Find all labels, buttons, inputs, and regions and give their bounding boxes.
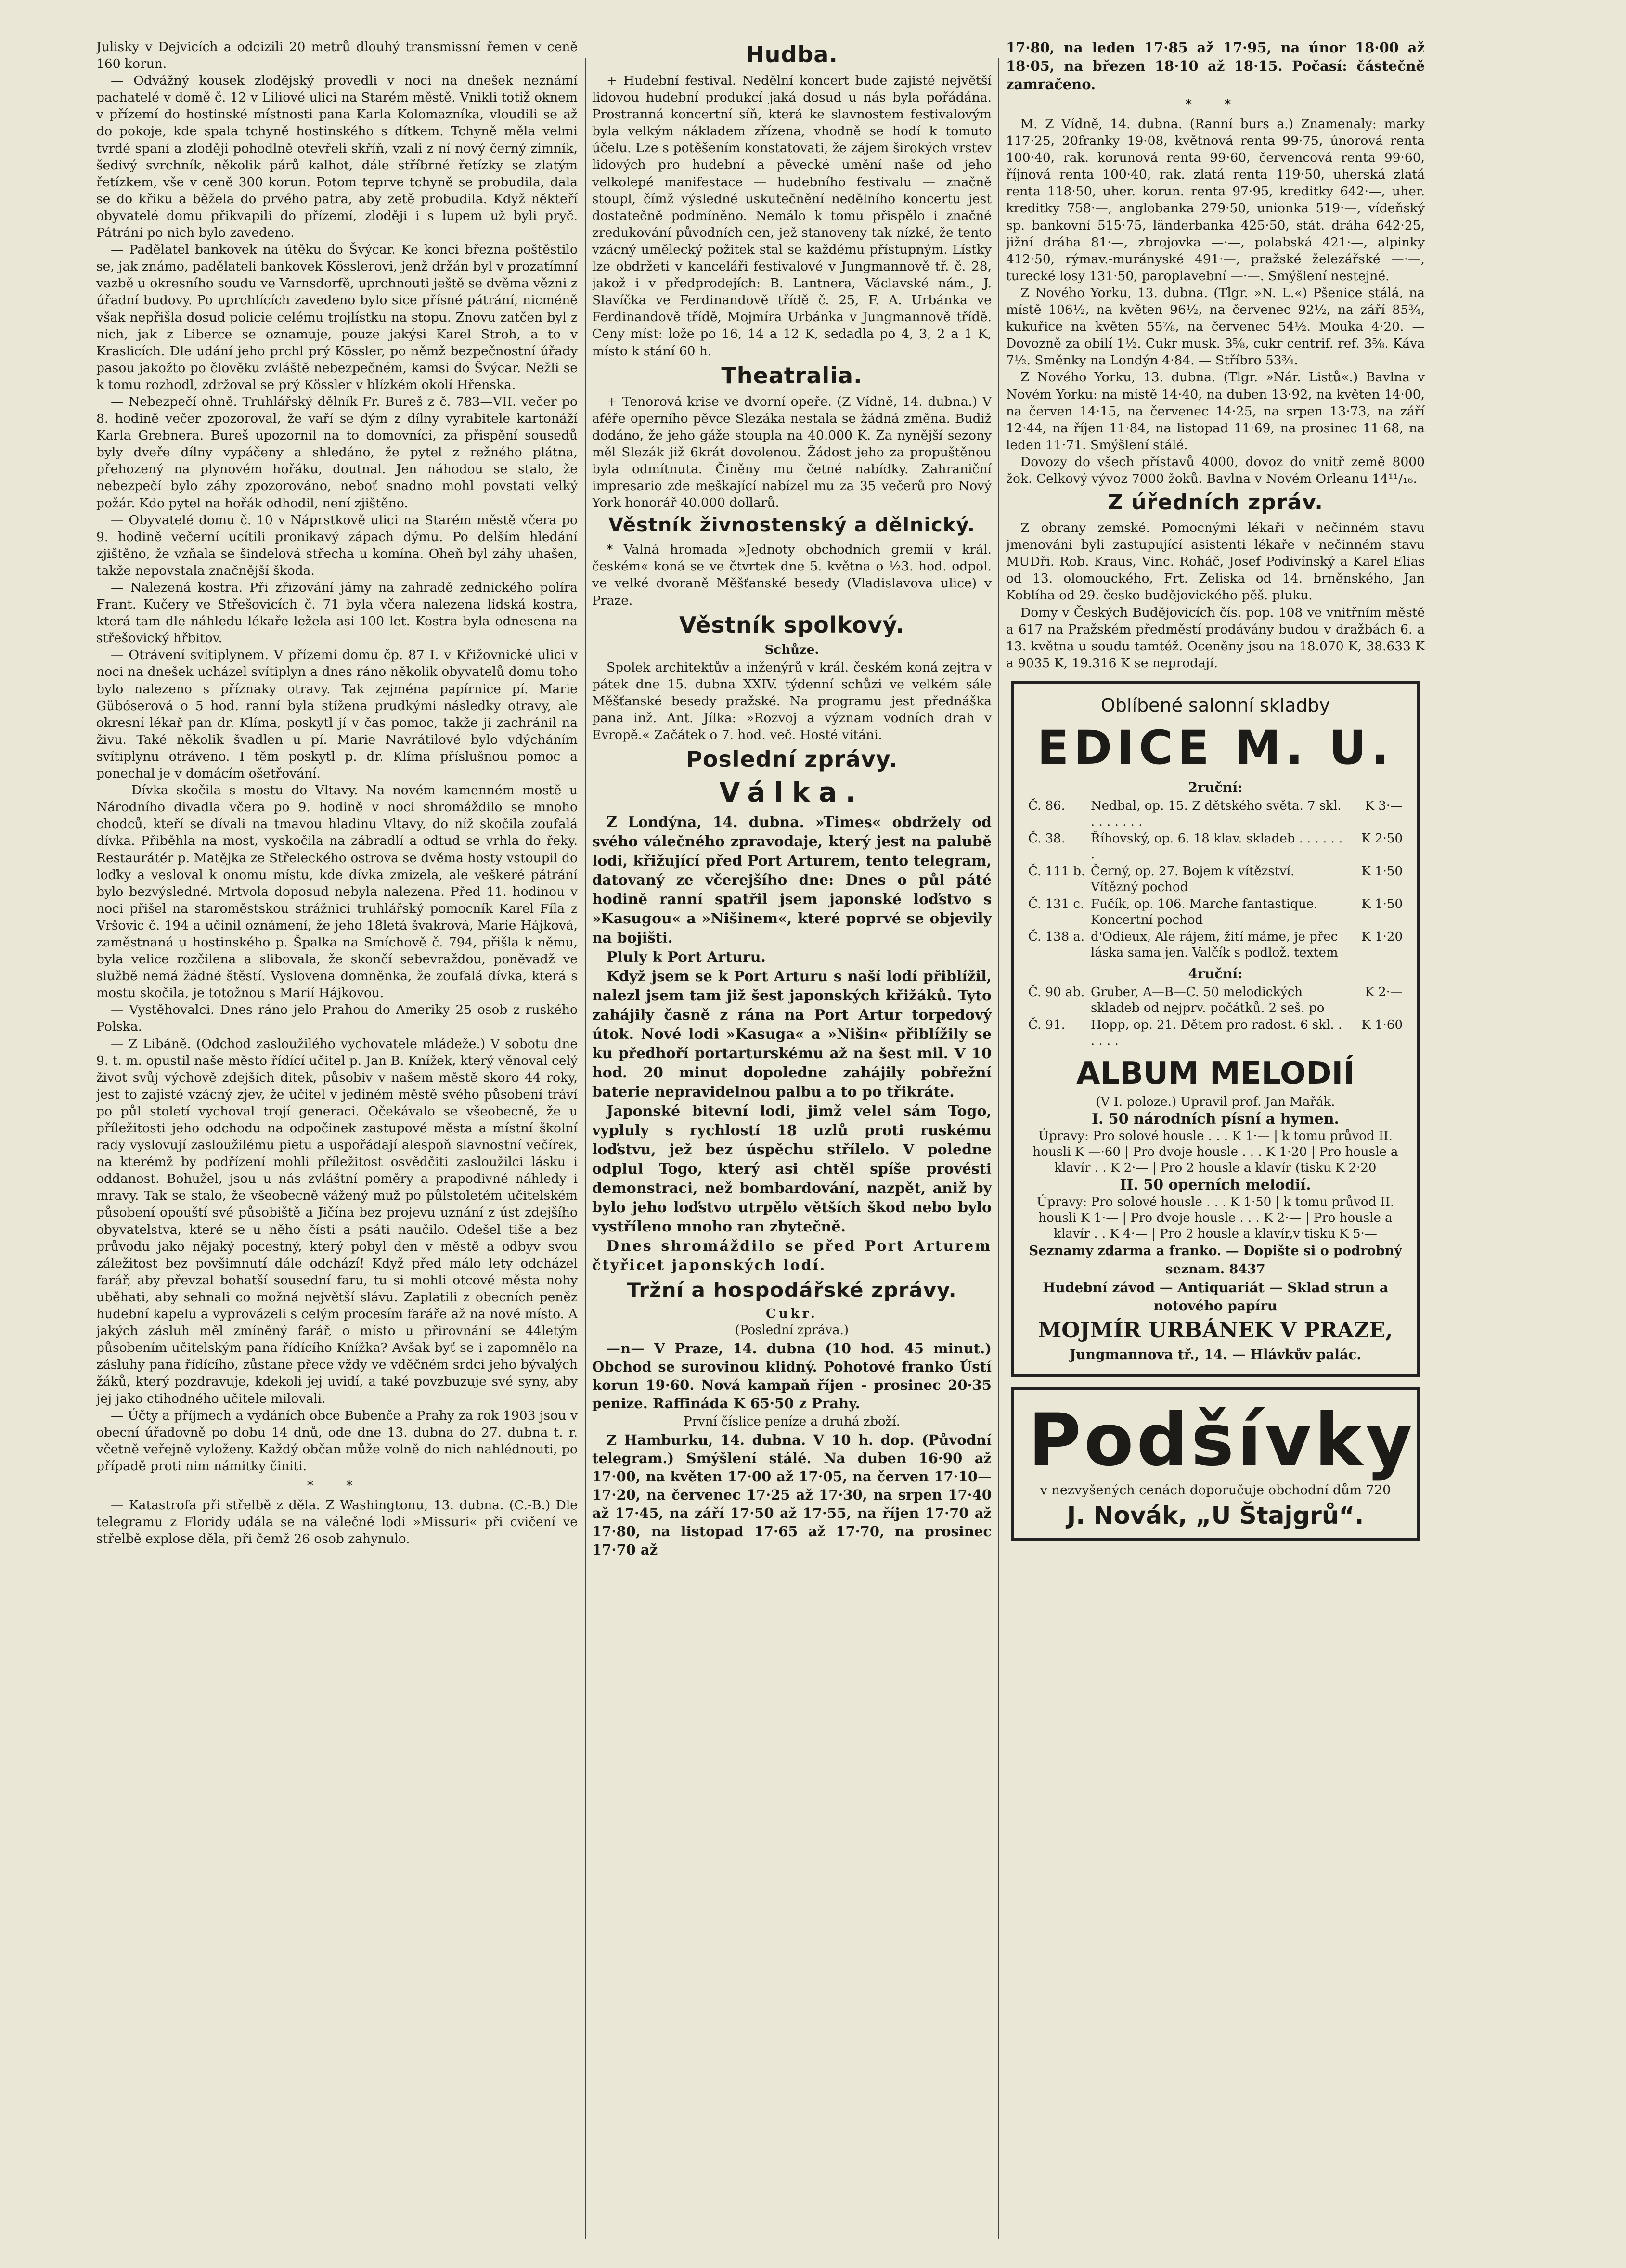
column-culture-news [592,39,992,2239]
ad-item-price: K 3·— [1365,798,1403,813]
subheading-posledni-zprava: (Poslední zpráva.) [735,1323,849,1338]
news-paragraph: + Tenorová krise ve dvorní opeře. (Z Vídně, 14. dubna.) V aféře operního pěvce Slezáka nestala se žádná změna. Budiž dodáno, že jeho gáže stoupla na 40.000 K. Za nynější sezony měl Slezák již 6krát dovolenou. Žádost jeho za propuštěnou byla odmítnuta. Činěny mu četné nabídky. Zahraniční impresario zde meškající nabízel mu za 35 večerů pro Nový York honorář 40.000 dollarů. [592,394,992,511]
advertisement-edice-mu [1011,681,1420,1377]
subheading-cukr: Cukr. [766,1307,818,1322]
news-paragraph: Z Nového Yorku, 13. dubna. (Tlgr. »N. L.«) Pšenice stálá, na místě 106½, na květen 96½, na červenec 92½, na září 85¾, kukuřice na květen 55⅞, na červenec 54½. Mouka 4·20. — Dovozně za obilí 1½. Cukr musk. 3⅝, cukr centrif. ref. 3⅝. Káva 7½. Směnky na Londýn 4·84. — Stříbro 53¾. [1006,285,1425,368]
news-paragraph: — Obyvatelé domu č. 10 v Náprstkově ulici na Starém městě včera po 9. hodině večerní ucítili pronikavý zápach dýmu. Po delším hledání zjištěno, že vzňala se šindelová střecha u komína. Oheň byl záhy uhašen, takže nepovstala značnější škoda. [96,512,578,578]
ad-album-lines: Úpravy: Pro solové housle . . . K 1·— | k tomu průvod II. housli K —·60 | Pro dvoje housle . . . K 1·20 | Pro housle a klavír . . K 2·— | Pro 2 housle a klavír (tisku K 2·20 [1032,1128,1398,1175]
ad-item-text: d'Odieux, Ale rájem, žití máme, je přec láska sama jen. Valčík s podlož. textem [1091,929,1338,960]
ad-item-price: K 1·60 [1361,1017,1403,1032]
news-paragraph: * Valná hromada »Jednoty obchodních gremií v král. českém« koná se ve čtvrtek dne 5. května o ½3. hod. odpol. ve velké dvoraně Měšťanské besedy (Vladislavova ulice) v Praze. [592,542,992,608]
ad-item-text: Fučík, op. 106. Marche fantastique. Koncertní pochod [1091,896,1318,927]
column-local-news [96,39,578,2239]
news-paragraph: Spolek architektův a inženýrů v král. českém koná zejtra v pátek dne 15. dubna XXIV. týdenní schůzi ve velkém sále Měšťanské besedy pražské. Na programu jest přednáška pana inž. Ant. Jílka: »Rozvoj a význam vodních drah v Evropě.« Začátek o 7. hod. več. Hosté vítáni. [592,660,992,742]
ad-album-lines: Úpravy: Pro solové housle . . . K 1·50 | k tomu průvod II. housli K 1·— | Pro dvoje housle . . . K 2·— | Pro housle a klavír . . K 4·— | Pro 2 housle a klavír,v tisku K 5·— [1036,1194,1394,1241]
news-paragraph: + Hudební festival. Nedělní koncert bude zajisté největší lidovou hudební produkcí jaká dosud u nás byla pořádána. Prostranná koncertní síň, která ke slavnostem festivalovým byla velkým nákladem zřízena, vhodně se hodí k tomuto účelu. Lze s potěšením konstatovati, že zájem širokých vrstev lidových pro hudební a pěvecké umění naše od jeho velkolepé manifestace — hudebního festivalu — značně stoupl, čímž výsledné uskutečnění nedělního koncertu jest dostatečně podmíněno. Nemálo k tomu přispělo i značné zredukování původních cen, jež stanoveny tak nízké, že tento vzácný umělecký požitek stal se každému přístupným. Lístky lze obdržeti v kanceláři festivalové v Jungmannově tř. č. 28, jakož i v předprodejích: B. Lantnera, Václavské nám., J. Slavíčka ve Ferdinandově třídě č. 25, F. A. Urbánka ve Ferdinandově třídě, Mojmíra Urbánka v Jungmannově třídě. Ceny míst: lože po 16, 14 a 12 K, sedadla po 4, 3, 2 a 1 K, místo k stání 60 h. [592,73,992,359]
news-paragraph: Z Nového Yorku, 13. dubna. (Tlgr. »Nár. Listů«.) Bavlna v Novém Yorku: na místě 14·40, na duben 13·92, na květen 14·00, na červen 14·15, na červenec 14·25, na srpen 13·73, na září 12·44, na říjen 11·84, na listopad 11·69, na prosinec 11·68, na leden 11·71. Smýšlení stálé. [1006,370,1425,453]
column-rule [585,58,586,2239]
section-heading-hudba: Hudba. [746,41,838,67]
news-paragraph: — Nebezpečí ohně. Truhlářský dělník Fr. Bureš z č. 783—VII. večer po 8. hodině večer zpozoroval, že vaří se dým z dílny vyrabitele kartonáží Karla Grebnera. Bureš upozornil na to domovníci, za přispění sousedů byly dveře dílny vypáčeny a shledáno, že pytel z režného plátna, přehozený na plynovém hořáku, doutnal. Jen náhodou se stalo, že nebezpečí bylo záhy zpozorováno, neboť snadno mohl povstati velký požár. Kdo pytel na hořák odhodil, není zjištěno. [96,394,578,511]
news-paragraph: — Otrávení svítiplynem. V přízemí domu čp. 87 I. v Křižovnické ulici v noci na dnešek ucházel svítiplyn a dnes ráno několik obyvatelů domu toho bylo nalezeno s příznaky otravy. Tak zejména papírnice pí. Marie Gübóserová o 5 hod. ranní byla stížena prudkými následky otravy, ale okresní lékař pan dr. Klíma, poskytl jí v čas pomoc, takže ji zachránil na živu. Také několik švadlen u pí. Marie Navrátilové bylo vdýcháním svítiplynu otráveno. I těm poskytl p. dr. Klíma příslušnou pomoc a ponechal je v domácím ošetřování. [96,648,578,781]
news-paragraph: — Padělatel bankovek na útěku do Švýcar. Ke konci března poštěstilo se, jak známo, padělateli bankovek Kösslerovi, jenž držán byl v prozatímní vazbě u okresního soudu ve Varnsdorfě, uprchnouti ještě se dvěma vězni z úřadní budovy. Po uprchlících zavedeno bylo sice přísné pátrání, nicméně však nepřišla dosud policie celému trojlístku na stopu. Znovu zatčen byl z nich, jak z Liberce se oznamuje, pouze jakýsi Karel Stroh, a to v Kraslicích. Dle udání jeho prchl prý Kössler, po němž bezpečnostní úřady pasou jakožto po člověku zvláště nebezpečném, kamsi do Švýcar. Nežli se k tomu rozhodl, zdržoval se prý Kössler v blízkém okolí Hřenska. [96,242,578,392]
advertisement-podsivky [1011,1387,1420,1541]
news-paragraph: Z obrany zemské. Pomocnými lékaři v nečinném stavu jmenováni byli zastupující asistenti lékaře v nečinném stavu MUDři. Rob. Kraus, Vinc. Roháč, Josef Podivínský a Karel Elias od 13. olomouckého, Frt. Zeliska od 14. brněnského, Jan Koblíha od 29. česko-budějovického pěš. pluku. [1006,520,1425,603]
news-paragraph: — Katastrofa při střelbě z děla. Z Washingtonu, 13. dubna. (C.-B.) Dle telegramu z Floridy udála se na válečné lodi »Missuri« při cvičení ve střelbě explose děla, při čemž 26 osob zahynulo. [96,1497,578,1547]
section-heading-trzni: Tržní a hospodářské zprávy. [627,1278,957,1302]
section-heading-vestnik: Věstník živnostenský a dělnický. [608,514,975,537]
note-line: První číslice peníze a druhá zboží. [684,1414,900,1429]
ad-item [1028,985,1403,1016]
ad-item [1028,798,1403,830]
ad-item-text: Gruber, A—B—C. 50 melodických skladeb od nejprv. počátků. 2 seš. po [1091,985,1325,1015]
news-paragraph: Z Hamburku, 14. dubna. V 10 h. dop. (Původní telegram.) Smýšlení stálé. Na duben 16·90 až 17·00, na květen 17·00 až 17·05, na červen 17·10—17·20, na červenec 17·25 až 17·30, na srpen 17·40 až 17·45, na září 17·50 až 17·55, na říjen 17·70 až 17·80, na listopad 17·65 až 17·70, na prosinec 17·70 až [592,1432,992,1558]
section-divider: * * [307,1478,367,1493]
news-paragraph: M. Z Vídně, 14. dubna. (Ranní burs a.) Znamenaly: marky 117·25, 20franky 19·08, květnová renta 99·75, únorová renta 100·40, rak. korunová renta 99·60, červencová renta 99·60, říjnová renta 100·40, rak. zlatá renta 119·50, uherská zlatá renta 118·50, uher. korun. renta 97·95, kreditky 642·—, uher. kreditky 758·—, anglobanka 279·50, unionka 519·—, vídeňský sp. bankovní 515·75, länderbanka 425·50, stát. dráha 642·25, jižní dráha 81·—, zbrojovka —·—, polabská 421·—, alpinky 412·50, rýmav.-murányské 491·—, pražské železářské —·—, turecké losy 131·50, paroplavební —·—. Smýšlení nestejné. [1006,117,1425,284]
section-divider: * * [1185,97,1246,112]
news-paragraph: Japonské bitevní lodi, jimž velel sám Togo, vypluly s rychlostí 18 uzlů proti ruskému loďstvu, jež bez úspěchu střílelo. V poledne odplul Togo, který asi chtěl spíše provésti demonstraci, než bombardování, nazpět, aniž by bylo jeho loďstvo utrpělo větších škod nebo bylo vystříleno mnoho ran zbytečně. [592,1103,992,1236]
ad-item [1028,864,1403,895]
ad-item-text: Černý, op. 27. Bojem k vítězství. Vítězný pochod [1091,864,1295,894]
ad-item [1028,929,1403,961]
news-paragraph: — Nalezená kostra. Při zřizování jámy na zahradě zednického políra Frant. Kučery ve Střešovicích č. 71 byla včera nalezena lidská kostra, která tam dle náhledu lékaře ležela asi 100 let. Kostra byla odnesena na střešovický hřbitov. [96,580,578,646]
ad-album-heading: I. 50 národních písní a hymen. [1091,1110,1339,1128]
ad-zavod: Hudební závod — Antiquariát — Sklad strun a notového papíru [1042,1279,1389,1314]
ad-item-price: K 1·50 [1361,896,1403,911]
ad-item-text: Nedbal, op. 15. Z dětského světa. 7 skl. . . . . . . . [1091,798,1342,829]
news-paragraph: — Účty a příjmech a vydáních obce Bubenče a Prahy za rok 1903 jsou v obecní úřadovně po dobu 14 dnů, ode dne 13. dubna do 27. dubna t. r. včetně veřejně vyloženy. Každý občan může volně do nich nahlédnouti, po případě proti nim námitky činiti. [96,1408,578,1474]
ad-item-number: Č. 86. [1028,798,1065,813]
news-paragraph: Domy v Českých Budějovicích čís. pop. 108 ve vnitřním městě a 617 na Pražském předměstí prodávány budou v dražbách 6. a 13. května u soudu tamtéž. Oceněny jsou na 18.070 K, 38.633 K a 9035 K, 19.316 K se neprodají. [1006,605,1425,671]
section-heading-posledni: Poslední zprávy. [686,746,898,773]
ad-item-text: Hopp, op. 21. Dětem pro radost. 6 skl. . . . . . [1091,1017,1342,1048]
ad-item-number: Č. 131 c. [1028,896,1084,911]
news-paragraph: 17·80, na leden 17·85 až 17·95, na únor 18·00 až 18·05, na březen 18·10 až 18·15. Počasí: částečně zamračeno. [1006,39,1425,92]
news-paragraph: Julisky v Dejvicích a odcizili 20 metrů dlouhý transmissní řemen v ceně 160 korun. [96,39,578,72]
news-paragraph: Z Londýna, 14. dubna. »Times« obdržely od svého válečného zpravodaje, který jest na palubě lodi, křižující před Port Arturem, tento telegram, datovaný ze včerejšího dne: Dnes o půl páté hodině ranní spatřil jsem japonské loďstvo s »Kasugou« a »Nišinem«, které poprvé se objevily na bojišti. [592,814,992,947]
news-paragraph: Dovozy do všech přístavů 4000, dovoz do vnitř země 8000 žok. Celkový vývoz 7000 žoků. Bavlna v Novém Orleanu 14¹¹/₁₆. [1006,454,1425,486]
ad-item-number: Č. 111 b. [1028,864,1085,879]
ad-text: v nezvyšených cenách doporučuje obchodní dům 720 [1040,1482,1391,1498]
ad-item-price: K 2·— [1365,985,1403,999]
ad-album-title: ALBUM MELODIÍ [1076,1055,1355,1091]
ad-brand: EDICE M. U. [1037,720,1394,775]
column-rule [998,58,999,2239]
ad-section-label: 2ruční: [1188,779,1243,795]
ad-album-heading: II. 50 operních melodií. [1120,1176,1311,1193]
subheading-schuze: Schůze. [764,642,819,657]
section-heading-valka: Válka. [719,777,865,809]
news-paragraph: Dnes shromáždilo se před Port Arturem čtyřicet japonských lodí. [592,1238,992,1274]
ad-item [1028,1017,1403,1049]
section-heading-uradni: Z úředních zpráv. [1107,490,1324,515]
ad-logo: Podšívky [1028,1398,1416,1482]
ad-item-price: K 1·20 [1361,929,1403,944]
ad-item-price: K 1·50 [1361,864,1403,879]
ad-item-number: Č. 90 ab. [1028,985,1085,999]
ad-section-label: 4ruční: [1188,965,1243,982]
ad-item [1028,896,1403,928]
ad-album-subtitle: (V I. poloze.) Upravil prof. Jan Mařák. [1096,1094,1335,1109]
ad-item-price: K 2·50 [1361,831,1403,846]
ad-item-number: Č. 91. [1028,1017,1065,1032]
ad-seznamy: Seznamy zdarma a franko. — Dopište si o podrobný seznam. 8437 [1029,1243,1402,1277]
news-paragraph: — Vystěhovalci. Dnes ráno jelo Prahou do Ameriky 25 osob z ruského Polska. [96,1002,578,1035]
ad-signature: J. Novák, „U Štajgrů“. [1067,1501,1364,1529]
ad-address: Jungmannova tř., 14. — Hlávkův palác. [1069,1346,1361,1362]
ad-item [1028,831,1403,863]
news-paragraph: Když jsem se k Port Arturu s naší lodí přiblížil, nalezl jsem tam již šest japonských křižáků. Tyto zahájily časně z rána na Port Artur torpedový útok. Nové lodi »Kasuga« a »Nišin« přiblížily se ku předhoří portarturskému až na šest mil. V 10 hod. 20 minut dopoledne zahájily pobřežní baterie nepravidelnou palbu a to po třikráte. [592,968,992,1101]
news-paragraph: Pluly k Port Arturu. [607,949,766,966]
section-heading-spolkovy: Věstník spolkový. [679,611,904,638]
ad-item-number: Č. 38. [1028,831,1065,846]
news-paragraph: — Odvážný kousek zlodějský provedli v noci na dnešek neznámí pachatelé v domě č. 12 v Liliové ulici na Starém městě. Vnikli totiž oknem v přízemí do hostinské místnosti pana Karla Kolomazníka, vloudili se až do pokoje, kde spala tchyně hostinského s dítkem. Tchyně měla velmi tvrdé spaní a zloději pohodlně otevřeli skříň, vzali z ní nový černý zimník, šedivý svrchník, několik párů kalhot, dále stříbrné řetízky se zlatým řetízkem, vše v ceně 300 korun. Potom teprve tchyně se probudila, dala se do křiku a běžela do prvého patra, aby zetě probudila. Když někteří obyvatelé domu přikvapili do přízemí, zloději i s lupem už byli pryč. Pátrání po nich bylo zavedeno. [96,73,578,241]
news-paragraph: — Z Libáně. (Odchod zasloužilého vychovatele mládeže.) V sobotu dne 9. t. m. opustil naše město řídící učitel p. Jan B. Knížek, který věnoval celý život svůj výchově zdejších ditek, působiv v našem městě skoro 44 roky, jest to zajisté vzácný zjev, že učitel v jediném městě svého působení tráví po půl století vychoval trojí generaci. Očekávalo se všeobecně, že u příležitosti jeho odchodu na odpočinek zastupové města a místní školní rady vyslovují zasloužilému pietu a uspořádají alespoň slavnostní večírek, na kterémž by podřízení mohli příležitost osvědčiti zasloužilci lásku i oddanost. Bohužel, jsou u nás zvláštní poměry a prapodivné náhledy i mravy. Tak se stalo, že všeobecně vážený muž po půlstoletém učitelském působení opouští své působiště a Jičína bez projevu uznání z úst zdejšího obyvatelstva, které se u něho čísti a psáti naučilo. Odešel tiše a bez průvodu jako nějaký pocestný, který pobyl den v městě a odbyv svou záležitost bez povšimnutí dále odchází! Když před málo lety odcházel farář, aby převzal bohatší sousední faru, tu si mohli otcové města nohy uběhati, aby sehnali co možná největší slávu. Zaplatili z obecních peněz hudební kapelu a vyprovázeli s celým procesím faráře až na nové místo. A jakých zásluh měl zmíněný farář, o místo u přirovnání se 44letým působením učitelským pana řídícího Knížka? Avšak byť se i zapomnělo na zásluhy pana řídícího, zůstane přece vždy ve vděčném srdci jeho bývalých žáků, který pozdravuje, kdekoli jej uvidí, a také povzbuzuje své syny, aby jej jako ctihodného učitele milovali. [96,1036,578,1406]
ad-item-number: Č. 138 a. [1028,929,1085,944]
section-heading-theatralia: Theatralia. [721,362,863,389]
ad-company-name: MOJMÍR URBÁNEK V PRAZE, [1038,1318,1393,1343]
ad-item-text: Říhovský, op. 6. 18 klav. skladeb . . . . . . . [1091,831,1343,862]
news-paragraph: — Dívka skočila s mostu do Vltavy. Na novém kamenném mostě u Národního divadla včera po 9. hodině v noci shromáždilo se mnoho chodců, kteří se dívali na tmavou hladinu Vltavy, do níž skočila zoufalá dívka. Přiběhla na most, vyskočila na zábradlí a odtud se vrhla do řeky. Restaurátér p. Matějka ze Střeleckého ostrova se dvěma hosty vstoupil do loďky a vesloval k onomu místu, kde dívka zmizela, ale veškeré pátrání bylo bezvýsledné. Mrtvola doposud nebyla nalezena. Před 11. hodinou v noci přišel na staroměstskou strážnici truhlářský pomocník Karel Fíla z Vršovic č. 194 a učinil oznámení, že jeho 18letá švakrová, Marie Hájková, zaměstnaná u hostinského p. Špalka na Smíchově č. 794, přišla k němu, byla velice rozčilena a slibovala, že skončí sebevraždou, poněvadž ve službě nemá žádné štěstí. Vyslovena domněnka, že zoufalá dívka, která s mostu skočila, je totožnou s Marií Hájkovou. [96,783,578,1001]
news-paragraph: —n— V Praze, 14. dubna (10 hod. 45 minut.) Obchod se surovinou klidný. Pohotové franko Ústí korun 19·60. Nová kampaň říjen - prosinec 20·35 penize. Raffináda K 65·50 z Prahy. [592,1340,992,1412]
ad-title: Oblíbené salonní skladby [1100,694,1330,716]
column-market-news [1006,39,1425,2239]
